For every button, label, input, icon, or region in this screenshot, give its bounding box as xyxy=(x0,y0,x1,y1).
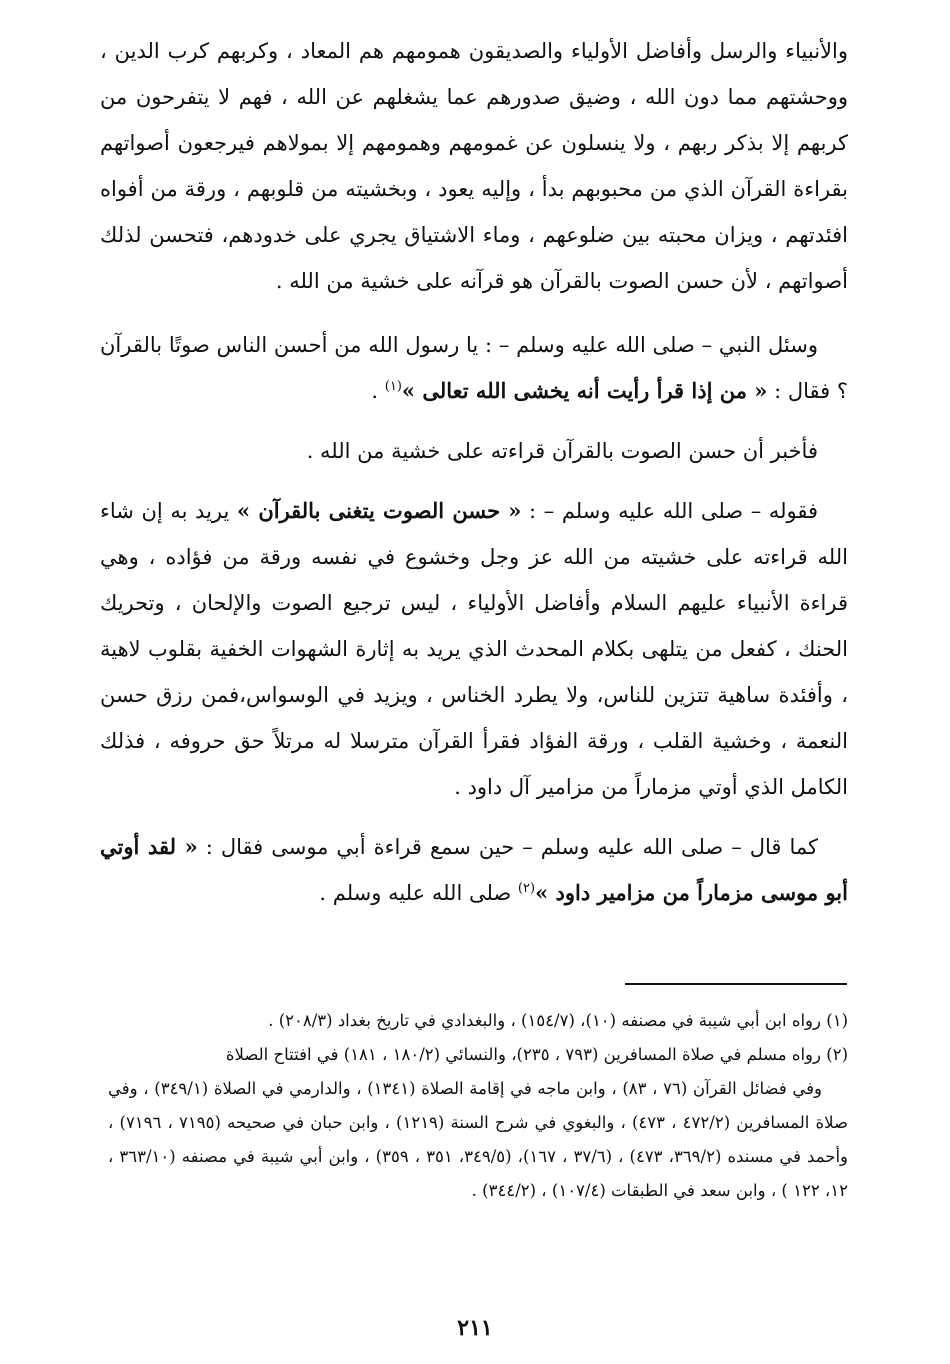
hadith-quote: « من إذا قرأ رأيت أنه يخشى الله تعالى » xyxy=(401,378,768,403)
footnote-1: (١) رواه ابن أبي شيبة في مصنفه (١٠)، (١٥٤/٧) ، والبغدادي في تاريخ بغداد (٢٠٨/٣) . xyxy=(268,1011,848,1030)
paragraph-2-end: . xyxy=(371,379,385,403)
paragraph-4 xyxy=(100,488,848,810)
footnote-2 xyxy=(108,1038,848,1208)
main-text xyxy=(100,28,848,916)
paragraph-4-text: فقوله – صلى الله عليه وسلم – : xyxy=(521,499,818,523)
footnote-divider xyxy=(625,983,847,985)
footnote-ref-2: (٢) xyxy=(517,881,536,896)
paragraph-3: فأخبر أن حسن الصوت بالقرآن قراءته على خشية من الله . xyxy=(306,439,818,463)
page-number: ٢١١ xyxy=(457,1315,493,1341)
paragraph-5-end: صلى الله عليه وسلم . xyxy=(319,881,518,905)
paragraph-2-text: وسئل النبي – صلى الله عليه وسلم – : يا رسول الله من أحسن الناس صوتًا بالقرآن ؟ فقال : xyxy=(100,333,848,403)
paragraph-4-rest: يريد به إن شاء الله قراءته على خشيته من الله عز وجل وخشوع في نفسه ورقة من فؤاده ، وهي قراءة الأنبياء عليهم السلام وأفاضل الأولياء ، ليس ترجيع الصوت والإلحان ، وتحريك الحنك ، كفعل من يتلهى بكلام المحدث الذي يريد به إثارة الشهوات الخفية بقلوب لاهية ، وأفئدة ساهية تتزين للناس، ولا يطرد الخناس ، ويزيد في الوسواس،فمن رزق حسن النعمة ، وخشية القلب ، ورقة الفؤاد فقرأ القرآن مترسلا له مرتلاً حق حروفه ، فذلك الكامل الذي أوتي مزماراً من مزامير آل داود . xyxy=(100,499,848,799)
hadith-quote: « لقد أوتي أبو موسى مزماراً من مزامير داود » xyxy=(100,834,848,905)
paragraph-1: والأنبياء والرسل وأفاضل الأولياء والصديقون همومهم هم المعاد ، وكربهم كرب الدين ، ووحشتهم مما دون الله ، وضيق صدورهم عما يشغلهم عن الله ، فهم لا يتفرحون من كربهم إلا بذكر ربهم ، ولا ينسلون عن غمومهم وهمومهم إلا بمولاهم فيرجعون أصواتهم بقراءة القرآن الذي من محبوبهم بدأ ، وإليه يعود ، وبخشيته من قلوبهم ، ورقة من أفواه افئدتهم ، ويزان محبته بين ضلوعهم ، وماء الاشتياق يجري على خدودهم، فتحسن لذلك أصواتهم ، لأن حسن الصوت بالقرآن هو قرآنه على خشية من الله . xyxy=(100,39,848,293)
paragraph-5 xyxy=(100,824,848,916)
hadith-quote: « حسن الصوت يتغنى بالقرآن » xyxy=(236,498,522,523)
footnote-ref-1: (١) xyxy=(384,379,402,394)
footnote-2-first-line: (٢) رواه مسلم في صلاة المسافرين (٧٩٣ ، ٢٣٥)، والنسائي (١٨٠/٢ ، ١٨١) في افتتاح الصلاة xyxy=(225,1045,848,1064)
footnotes xyxy=(108,1004,848,1208)
paragraph-2 xyxy=(100,322,848,414)
footnote-2-continuation: وفي فضائل القرآن (٧٦ ، ٨٣) ، وابن ماجه في إقامة الصلاة (١٣٤١) ، والدارمي في الصلاة (٣٤٩/١) ، وفي صلاة المسافرين (٤٧٢/٢ ، ٤٧٣) ، والبغوي في شرح السنة (١٢١٩) ، وابن حبان في صحيحه (٧١٩٥ ، ٧١٩٦) ، وأحمد في مسنده (٣٦٩/٢، ٤٧٣) ، (٣٧/٦ ، ١٦٧)، (٣٤٩/٥، ٣٥١ ، ٣٥٩) ، وابن أبي شيبة في مصنفه (٣٦٣/١٠ ، ١٢، ١٢٢ ) ، وابن سعد في الطبقات (١٠٧/٤) ، (٣٤٤/٢) . xyxy=(108,1079,848,1200)
paragraph-5-text: كما قال – صلى الله عليه وسلم – حين سمع قراءة أبي موسى فقال : xyxy=(197,835,818,859)
